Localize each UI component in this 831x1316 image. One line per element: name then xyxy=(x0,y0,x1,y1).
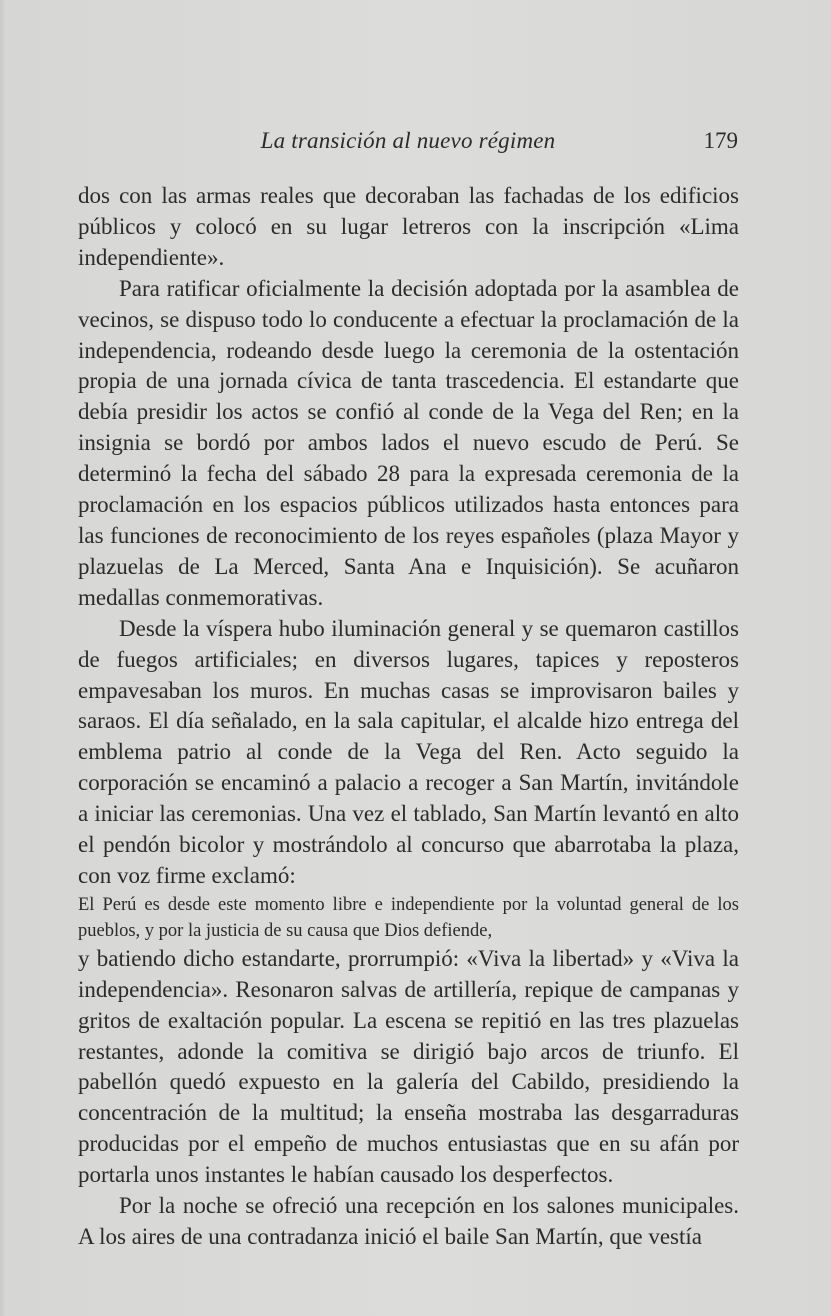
page-header xyxy=(78,124,738,160)
page-edge-shadow xyxy=(0,0,6,1316)
page-number: 179 xyxy=(703,128,738,153)
running-title: La transición al nuevo régimen xyxy=(260,128,556,153)
paragraph-1: dos con las armas reales que decoraban las fachadas de los edificios públicos y colocó en su lugar letreros con la inscripción «Lima independiente». xyxy=(78,183,739,270)
paragraph-2: Para ratificar oficialmente la decisión adoptada por la asamblea de vecinos, se dispuso todo lo conducente a efectuar la proclamación de la independencia, rodeando desde luego la ceremonia de la ostentación propia de una jornada cívica de tanta trascedencia. El estandarte que debía presidir los actos se confió al conde de la Vega del Ren; en la insignia se bordó por ambos lados el nuevo escudo de Perú. Se determinó la fecha del sábado 28 para la expresada ceremonia de la proclamación en los espacios públicos utilizados hasta entonces para las funciones de reconocimiento de los reyes españoles (plaza Mayor y plazuelas de La Merced, Santa Ana e Inquisición). Se acuñaron medallas conmemorativas. xyxy=(78,275,739,610)
paragraph-4: y batiendo dicho estandarte, prorrumpió: «Viva la libertad» y «Viva la independencia». Resonaron salvas de artillería, repique de campanas y gritos de exaltación popular. La escena se repitió en las tres plazuelas restantes, adonde la comitiva se dirigió bajo arcos de triunfo. El pabellón quedó expuesto en la galería del Cabildo, presidiendo la concentración de la multitud; la enseña mostraba las desgarraduras producidas por el empeño de muchos entusiastas que en su afán por portarla unos instantes le habían causado los desperfectos. xyxy=(78,945,739,1188)
block-quote: El Perú es desde este momento libre e independiente por la voluntad general de los pueblos, y por la justicia de su causa que Dios defiende, xyxy=(78,894,739,941)
body-text xyxy=(78,181,739,1253)
paragraph-5: Por la noche se ofreció una recepción en los salones municipales. A los aires de una contradanza inició el baile San Martín, que vestía xyxy=(78,1193,739,1249)
paragraph-3: Desde la víspera hubo iluminación general y se quemaron castillos de fuegos artificiales; en diversos lugares, tapices y reposteros empavesaban los muros. En muchas casas se improvisaron bailes y saraos. El día señalado, en la sala capitular, el alcalde hizo entrega del emblema patrio al conde de la Vega del Ren. Acto seguido la corporación se encaminó a palacio a recoger a San Martín, invitándole a iniciar las ceremonias. Una vez el tablado, San Martín levantó en alto el pendón bicolor y mostrándolo al concurso que abarrotaba la plaza, con voz firme exclamó: xyxy=(78,615,739,888)
